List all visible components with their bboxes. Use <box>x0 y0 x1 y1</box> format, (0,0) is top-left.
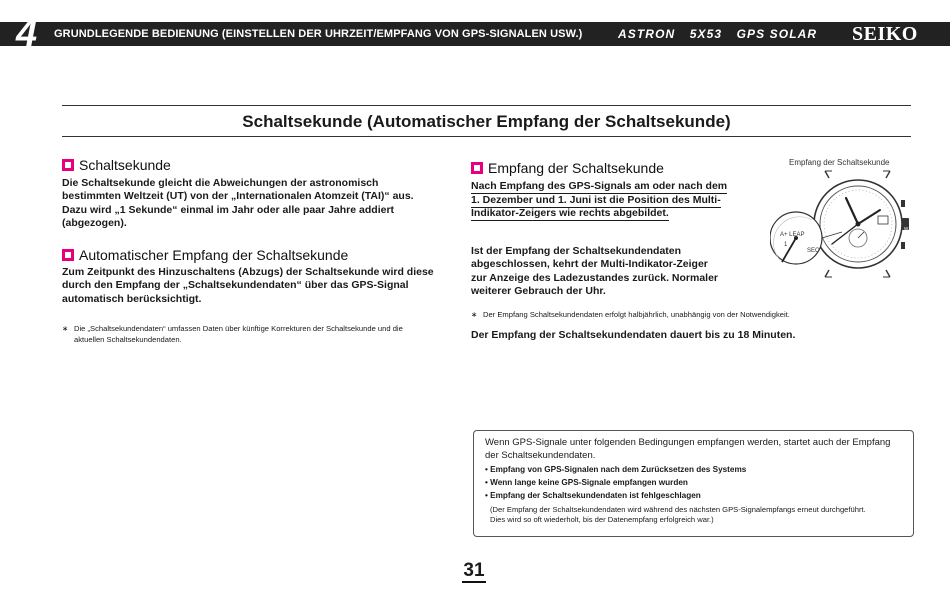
chapter-number: 4 <box>16 13 38 55</box>
section-heading-text: Automatischer Empfang der Schaltsekunde <box>79 247 349 263</box>
section-heading-empfang <box>471 159 664 177</box>
asterisk-icon: ∗ <box>62 324 69 333</box>
text-line: Dazu wird „1 Sekunde“ einmal im Jahr oder alle paar Jahre addiert <box>62 203 395 216</box>
underlined-text: 1. Dezember und 1. Juni ist die Position des Multi- <box>471 193 721 206</box>
title-rule-bottom <box>62 136 911 137</box>
section-marker-icon <box>471 162 483 174</box>
info-bullet: • Empfang von GPS-Signalen nach dem Zurücksetzen des Systems <box>485 465 747 474</box>
text-line: zur Anzeige des Ladezustandes zurück. Normaler <box>471 271 719 284</box>
leap-label: A+ LEAP <box>780 232 805 238</box>
seiko-logo: SEIKO <box>852 23 918 45</box>
chapter-title: GRUNDLEGENDE BEDIENUNG (EINSTELLEN DER UHRZEIT/EMPFANG VON GPS-SIGNALEN USW.) <box>54 28 583 40</box>
product-name-part: ASTRON <box>618 27 676 41</box>
text-line <box>471 180 761 194</box>
text-line: aktuellen Schaltsekundendaten. <box>74 334 182 344</box>
text-line: Die „Schaltsekundendaten“ umfassen Daten über künftige Korrekturen der Schaltsekunde und die <box>74 324 403 333</box>
multi-indikator-instruction <box>471 180 761 221</box>
text-line: Ist der Empfang der Schaltsekundendaten <box>471 245 682 257</box>
text-line: (Der Empfang der Schaltsekundendaten wird während des nächsten GPS-Signalempfangs erneut durchgeführt. <box>490 505 866 514</box>
empfang-abgeschlossen-text <box>471 245 761 299</box>
text-line <box>471 194 761 208</box>
crown-label: W <box>904 226 909 231</box>
text-line: Zum Zeitpunkt des Hinzuschaltens (Abzugs) der Schaltsekunde wird diese <box>62 266 434 278</box>
text-line: Der Empfang Schaltsekundendaten erfolgt halbjährlich, unabhängig von der Notwendigkeit. <box>483 310 790 319</box>
text-line: automatisch berücksichtigt. <box>62 292 202 305</box>
page-number <box>452 560 496 582</box>
auto-empfang-description <box>62 266 462 306</box>
info-bullet: • Wenn lange keine GPS-Signale empfangen wurden <box>485 478 688 487</box>
section-heading-auto-empfang <box>62 246 348 264</box>
text-line: abgeschlossen, kehrt der Multi-Indikator-Zeiger <box>471 258 708 271</box>
page-title: Schaltsekunde (Automatischer Empfang der Schaltsekunde) <box>242 112 731 131</box>
text-line: weiterer Gebrauch der Uhr. <box>471 285 606 298</box>
underlined-text: Indikator-Zeigers wie rechts abgebildet. <box>471 207 669 220</box>
footnote-halbjaehrlich <box>471 310 911 321</box>
text-line: durch den Empfang der „Schaltsekundendaten“ über das GPS-Signal <box>62 279 409 292</box>
section-marker-icon <box>62 249 74 261</box>
product-model: 5X53 <box>689 27 723 41</box>
section-heading-text: Schaltsekunde <box>79 157 171 173</box>
info-box <box>473 430 914 537</box>
watch-illustration-icon <box>770 170 915 278</box>
underlined-text: Nach Empfang des GPS-Signals am oder nach dem <box>471 180 728 192</box>
title-rule-top <box>62 105 911 106</box>
product-name-part: GPS SOLAR <box>736 27 818 41</box>
schaltsekunde-description <box>62 177 462 231</box>
sec-label: SEC <box>807 248 820 254</box>
section-marker-icon <box>62 159 74 171</box>
text-line: (abgezogen). <box>62 217 127 230</box>
section-heading-schaltsekunde <box>62 156 171 174</box>
text-line: bestimmten Weltzeit (UT) von der „Internationalen Atomzeit (TAI)“ aus. <box>62 190 414 203</box>
page-number-text: 31 <box>463 560 485 581</box>
text-line <box>471 207 761 221</box>
asterisk-icon: ∗ <box>471 310 478 319</box>
product-name <box>618 22 827 46</box>
figure-caption: Empfang der Schaltsekunde <box>789 158 890 167</box>
section-heading-text: Empfang der Schaltsekunde <box>488 160 664 176</box>
empfang-dauer: Der Empfang der Schaltsekundendaten dauert bis zu 18 Minuten. <box>471 329 796 341</box>
info-bullet: • Empfang der Schaltsekundendaten ist fehlgeschlagen <box>485 491 701 500</box>
one-label: 1 <box>784 242 788 248</box>
text-line: Dies wird so oft wiederholt, bis der Datenempfang erfolgreich war.) <box>490 515 714 525</box>
text-line: Die Schaltsekunde gleicht die Abweichungen der astronomisch <box>62 177 379 189</box>
info-box-intro: Wenn GPS-Signale unter folgenden Bedingungen empfangen werden, startet auch der Empfang der Schaltsekundendaten. <box>485 437 891 461</box>
info-box-subnote <box>490 505 905 526</box>
header-bar <box>0 22 950 46</box>
footnote-schaltsekundendaten <box>62 324 452 345</box>
